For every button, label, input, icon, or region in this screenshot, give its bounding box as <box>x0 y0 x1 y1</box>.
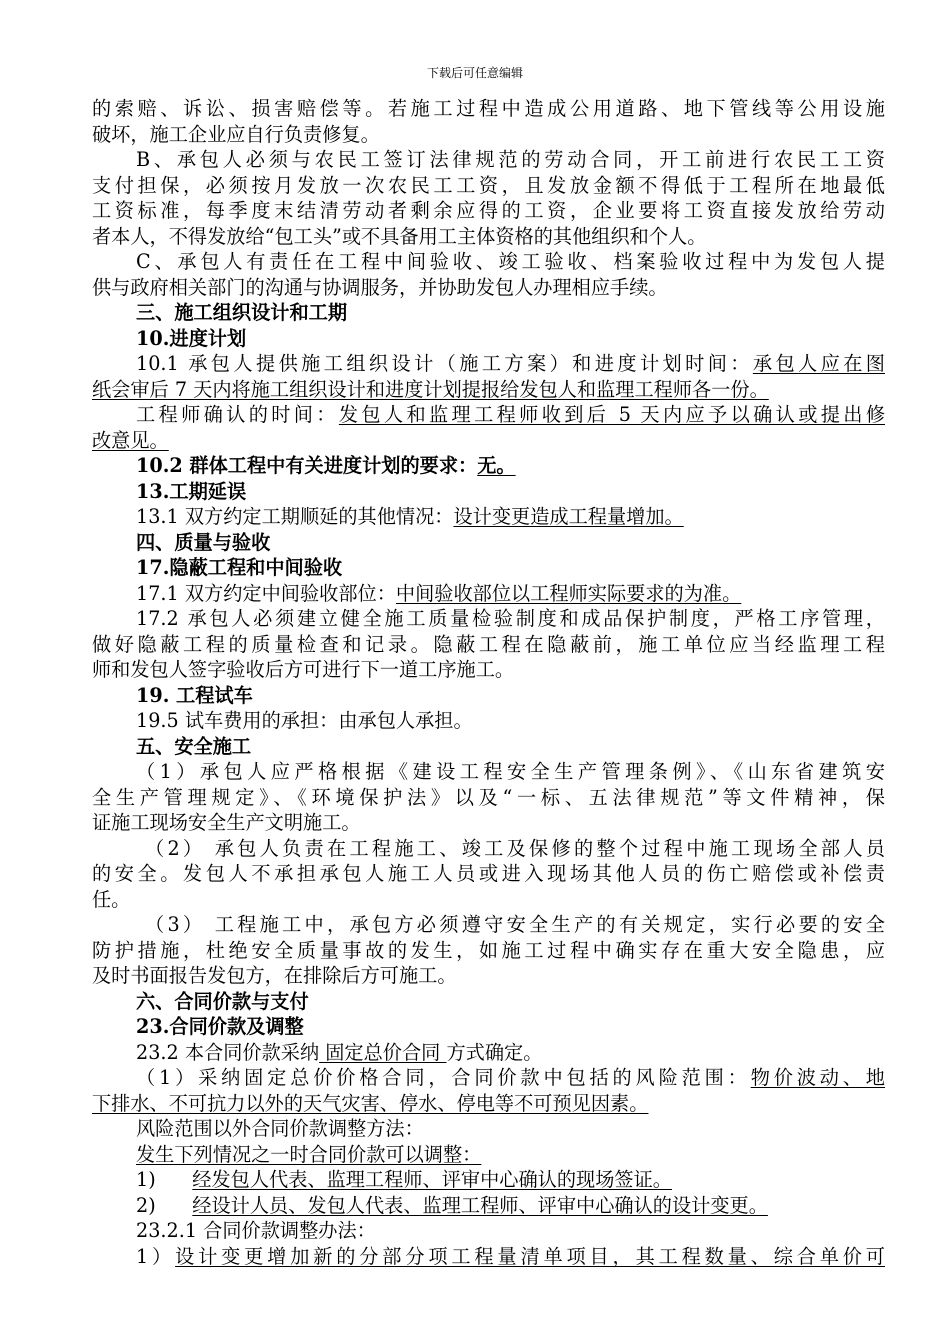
subsection-heading: 17.隐蔽工程和中间验收 <box>136 556 343 579</box>
body-line: 及时书面报告发包方，在排除后方可施工。 <box>92 964 457 987</box>
body-line: （3） 工程施工中，承包方必须遵守安全生产的有关规定，实行必要的安全 <box>145 913 885 936</box>
body-line: 师和发包人签字验收后方可进行下一道工序施工。 <box>92 658 515 681</box>
body-line: 17.1 双方约定中间验收部位：中间验收部位以工程师实际要求的为准。 <box>136 581 742 605</box>
body-line: 23.2 本合同价款采纳 固定总价合同 方式确定。 <box>136 1040 543 1064</box>
body-line: 全生产管理规定》、《环境保护法》以及“一标、五法律规范”等文件精神，保 <box>92 785 885 809</box>
document-body <box>92 96 885 1269</box>
body-line: 破坏，施工企业应自行负责修复。 <box>92 122 380 146</box>
body-line: 做好隐蔽工程的质量检查和记录。隐蔽工程在隐蔽前，施工单位应当经监理工程 <box>92 632 885 656</box>
section-heading: 四、质量与验收 <box>136 530 271 554</box>
body-line: 23.2.1 合同价款调整办法： <box>136 1219 376 1242</box>
subsection-heading: 10.进度计划 <box>136 326 247 350</box>
body-line: 下排水、不可抗力以外的天气灾害、停水、停电等不可预见因素。 <box>92 1091 649 1115</box>
body-line: （1）采纳固定总价价格合同，合同价款中包括的风险范围：物价波动、地 <box>136 1066 885 1089</box>
body-line: 防护措施，杜绝安全质量事故的发生，如施工过程中确实存在重大安全隐患，应 <box>92 938 885 962</box>
body-line: 发生下列情况之一时合同价款可以调整： <box>136 1142 482 1166</box>
body-line: 工资标准，每季度末结清劳动者剩余应得的工资，企业要将工资直接发放给劳动 <box>92 199 885 222</box>
body-line: 证施工现场安全生产文明施工。 <box>92 811 361 834</box>
body-line: 改意见。 <box>92 428 169 452</box>
body-line: （1）承包人应严格根据《建设工程安全生产管理条例》、《山东省建筑安 <box>136 760 885 783</box>
subsection-heading: 10.2 群体工程中有关进度计划的要求：无。 <box>136 454 516 477</box>
subsection-heading: 23.合同价款及调整 <box>136 1015 304 1038</box>
body-line: 的索赔、诉讼、损害赔偿等。若施工过程中造成公用道路、地下管线等公用设施 <box>92 97 885 120</box>
body-line: 风险范围以外合同价款调整方法： <box>136 1117 424 1140</box>
body-line: 19.5 试车费用的承担：由承包人承担。 <box>136 709 473 732</box>
subsection-heading: 19. 工程试车 <box>136 683 253 707</box>
body-line: 17.2 承包人必须建立健全施工质量检验制度和成品保护制度，严格工序管理， <box>136 607 885 630</box>
list-item: 2) 经设计人员、发包人代表、监理工程师、评审中心确认的设计变更。 <box>136 1193 768 1217</box>
body-line: 者本人，不得发放给“包工头”或不具备用工主体资格的其他组织和个人。 <box>92 224 707 248</box>
body-line: 支付担保，必须按月发放一次农民工工资，且发放金额不得低于工程所在地最低 <box>92 173 885 197</box>
list-item: 1) 经发包人代表、监理工程师、评审中心确认的现场签证。 <box>136 1168 672 1191</box>
section-heading: 三、施工组织设计和工期 <box>136 301 348 324</box>
body-line: 工程师确认的时间：发包人和监理工程师收到后 5 天内应予以确认或提出修 <box>136 403 885 426</box>
body-line: 任。 <box>92 887 131 911</box>
body-line: B、承包人必须与农民工签订法律规范的劳动合同，开工前进行农民工工资 <box>136 148 885 171</box>
body-line: 10.1 承包人提供施工组织设计（施工方案）和进度计划时间：承包人应在图 <box>136 352 885 375</box>
subsection-heading: 13.工期延误 <box>136 479 247 503</box>
body-line: 纸会审后 7 天内将施工组织设计和进度计划提报给发包人和监理工程师各一份。 <box>92 377 769 401</box>
list-item: 1）设计变更增加新的分部分项工程量清单项目，其工程数量、综合单价可 <box>136 1244 885 1268</box>
body-line: 供与政府相关部门的沟通与协调服务，并协助发包人办理相应手续。 <box>92 275 668 299</box>
body-line: （2） 承包人负责在工程施工、竣工及保修的整个过程中施工现场全部人员 <box>145 836 885 860</box>
body-line: 的安全。发包人不承担承包人施工人员或进入现场其他人员的伤亡赔偿或补偿责 <box>92 862 885 885</box>
section-heading: 六、合同价款与支付 <box>136 989 309 1013</box>
section-heading: 五、安全施工 <box>136 734 252 758</box>
body-line: C、承包人有责任在工程中间验收、竣工验收、档案验收过程中为发包人提 <box>136 250 885 273</box>
body-line: 13.1 双方约定工期顺延的其他情况：设计变更造成工程量增加。 <box>136 505 684 528</box>
page-header: 下载后可任意编辑 <box>426 66 523 80</box>
